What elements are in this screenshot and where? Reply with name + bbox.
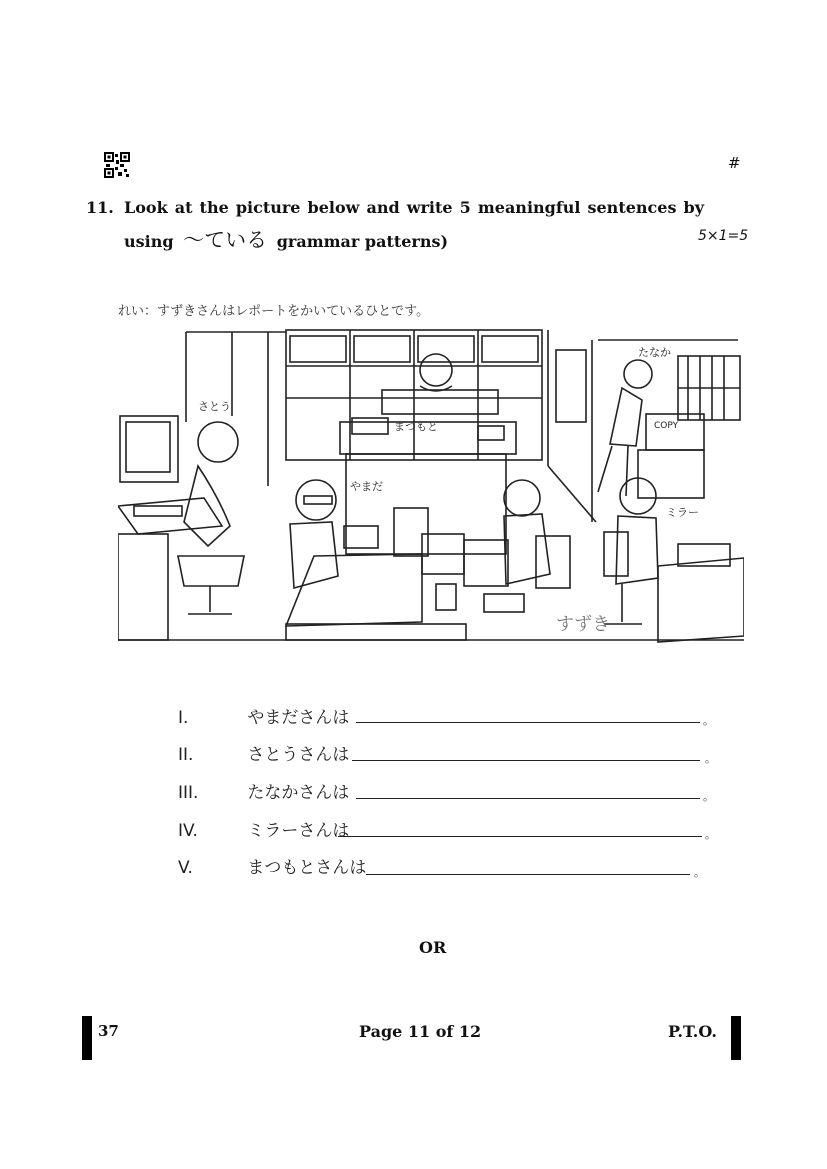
footer-left-bar	[82, 1016, 92, 1060]
answer-blank-3[interactable]	[356, 798, 700, 799]
marks-allocation: 5×1=5	[698, 228, 749, 244]
end-mark: 。	[703, 714, 714, 727]
label-suzuki: すずき	[556, 614, 611, 635]
hash-mark: #	[728, 154, 741, 172]
answer-prompt: たなかさんは	[247, 783, 350, 803]
label-miller: ミラー	[666, 506, 699, 519]
office-illustration	[118, 326, 744, 644]
answer-blank-2[interactable]	[352, 760, 700, 761]
answer-prompt: やまださんは	[247, 708, 350, 728]
footer-right-bar	[731, 1016, 741, 1060]
end-mark: 。	[703, 790, 714, 803]
answer-row-1	[178, 703, 349, 728]
answer-blank-5[interactable]	[366, 874, 690, 875]
roman-numeral: II.	[178, 745, 194, 765]
label-yamada: やまだ	[350, 480, 383, 493]
label-matsumoto: まつもと	[394, 420, 438, 433]
answer-row-2	[178, 740, 349, 765]
end-mark: 。	[694, 866, 705, 879]
question-text-line2	[124, 224, 448, 254]
label-tanaka: たなか	[638, 346, 671, 359]
footer-page-number: Page 11 of 12	[359, 1022, 482, 1041]
example-sentence: れい：すずきさんはレポートをかいているひとです。	[118, 304, 430, 319]
roman-numeral: V.	[178, 858, 193, 878]
roman-numeral: III.	[178, 783, 199, 803]
answer-prompt: まつもとさんは	[247, 858, 367, 878]
question-suffix: grammar patterns)	[276, 232, 449, 251]
label-sato: さとう	[198, 400, 231, 413]
question-prefix: using	[124, 232, 174, 251]
end-mark: 。	[705, 828, 716, 841]
answer-row-4	[178, 816, 349, 841]
answer-prompt: ミラーさんは	[247, 821, 350, 841]
or-divider: OR	[419, 938, 447, 957]
answer-row-3	[178, 778, 349, 803]
question-text-line1: Look at the picture below and write 5 meaningful sentences by	[124, 198, 704, 217]
question-number: 11.	[86, 198, 114, 217]
grammar-pattern: ～ている	[183, 228, 268, 252]
answer-row-5	[178, 853, 366, 878]
roman-numeral: I.	[178, 708, 189, 728]
label-copy: COPY	[654, 421, 679, 431]
roman-numeral: IV.	[178, 821, 198, 841]
footer-code: 37	[98, 1022, 119, 1040]
answer-blank-1[interactable]	[356, 722, 700, 723]
answer-blank-4[interactable]	[338, 836, 702, 837]
end-mark: 。	[705, 752, 716, 765]
footer-pto: P.T.O.	[668, 1022, 717, 1041]
qr-code-icon	[104, 152, 130, 178]
answer-prompt: さとうさんは	[247, 745, 350, 765]
